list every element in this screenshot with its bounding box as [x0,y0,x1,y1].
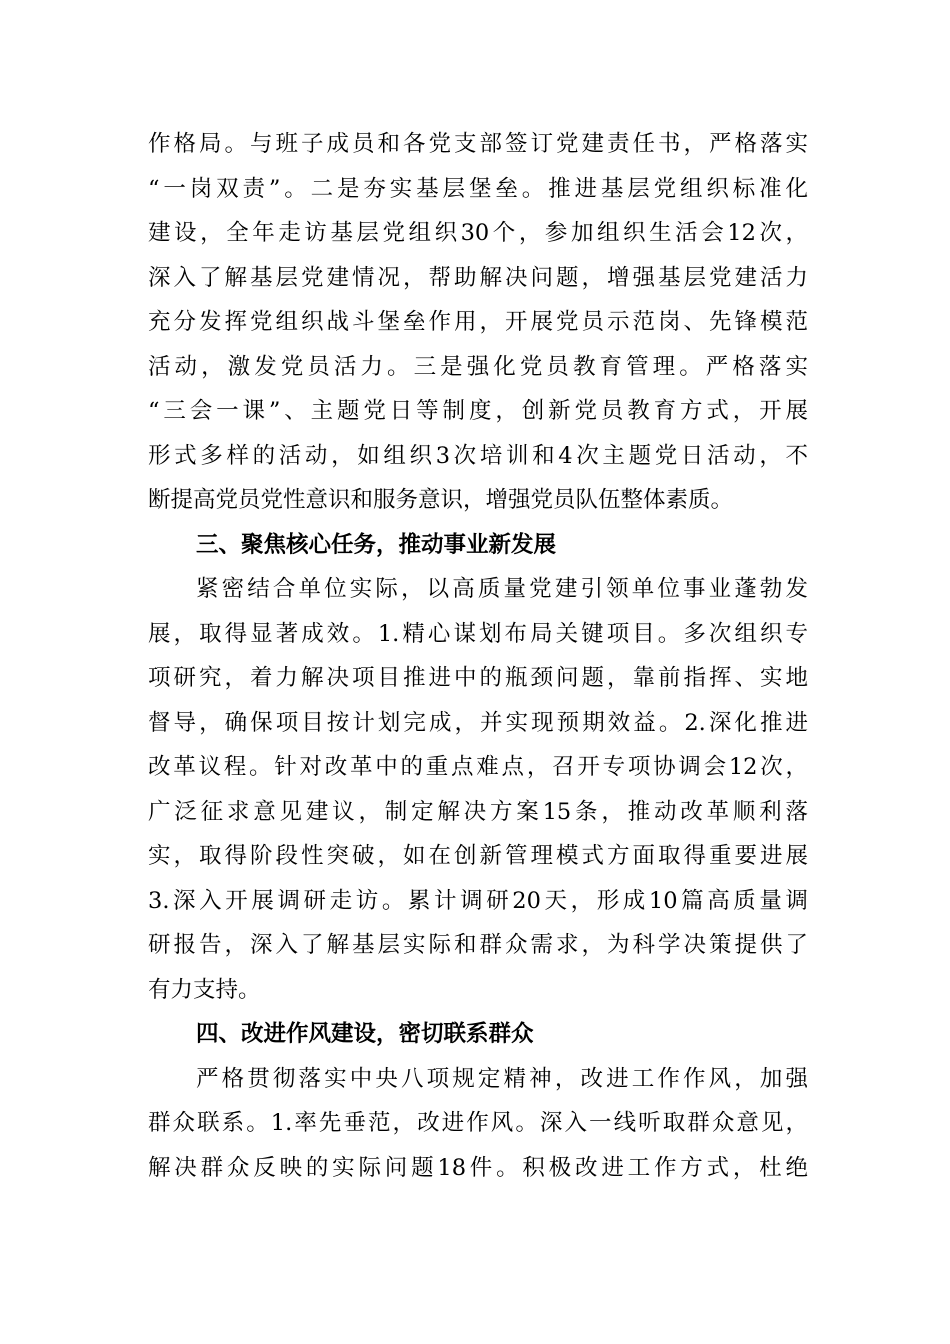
text-line: 展，取得显著成效。1.精心谋划布局关键项目。多次组织专 [148,620,808,647]
document-body [148,122,808,1190]
text-line: 有力支持。 [148,976,261,1003]
text-line: 督导，确保项目按计划完成，并实现预期效益。2.深化推进 [148,709,808,736]
text-line: 广泛征求意见建议，制定解决方案15条，推动改革顺利落 [148,798,808,825]
text-line: 3.深入开展调研走访。累计调研20天，形成10篇高质量调 [148,887,808,914]
text-line: 解决群众反映的实际问题18件。积极改进工作方式，杜绝 [148,1154,808,1181]
text-line: 建设，全年走访基层党组织30个，参加组织生活会12次， [148,220,808,246]
text-line: 形式多样的活动，如组织3次培训和4次主题党日活动，不 [148,442,808,469]
text-line: 群众联系。1.率先垂范，改进作风。深入一线听取群众意见， [148,1110,808,1136]
text-line: “一岗双责”。二是夯实基层堡垒。推进基层党组织标准化 [148,175,808,202]
section-heading: 四、改进作风建设，密切联系群众 [196,1021,534,1047]
text-line: 深入了解基层党建情况，帮助解决问题，增强基层党建活力 [148,264,808,291]
text-line: 断提高党员党性意识和服务意识，增强党员队伍整体素质。 [148,487,734,513]
text-line: 紧密结合单位实际，以高质量党建引领单位事业蓬勃发 [196,576,808,602]
text-line: 实，取得阶段性突破，如在创新管理模式方面取得重要进展 [148,843,808,869]
text-line: 严格贯彻落实中央八项规定精神，改进工作作风，加强 [196,1065,808,1092]
text-line: 改革议程。针对改革中的重点难点，召开专项协调会12次， [148,754,808,780]
text-line: 充分发挥党组织战斗堡垒作用，开展党员示范岗、先锋模范 [148,309,808,335]
section-heading: 三、聚焦核心任务，推动事业新发展 [196,531,557,558]
text-line: 作格局。与班子成员和各党支部签订党建责任书，严格落实 [148,131,808,157]
text-line: “三会一课”、主题党日等制度，创新党员教育方式，开展 [148,398,808,424]
text-line: 研报告，深入了解基层实际和群众需求，为科学决策提供了 [148,932,808,958]
text-line: 活动，激发党员活力。三是强化党员教育管理。严格落实 [148,353,808,380]
text-line: 项研究，着力解决项目推进中的瓶颈问题，靠前指挥、实地 [148,665,808,691]
